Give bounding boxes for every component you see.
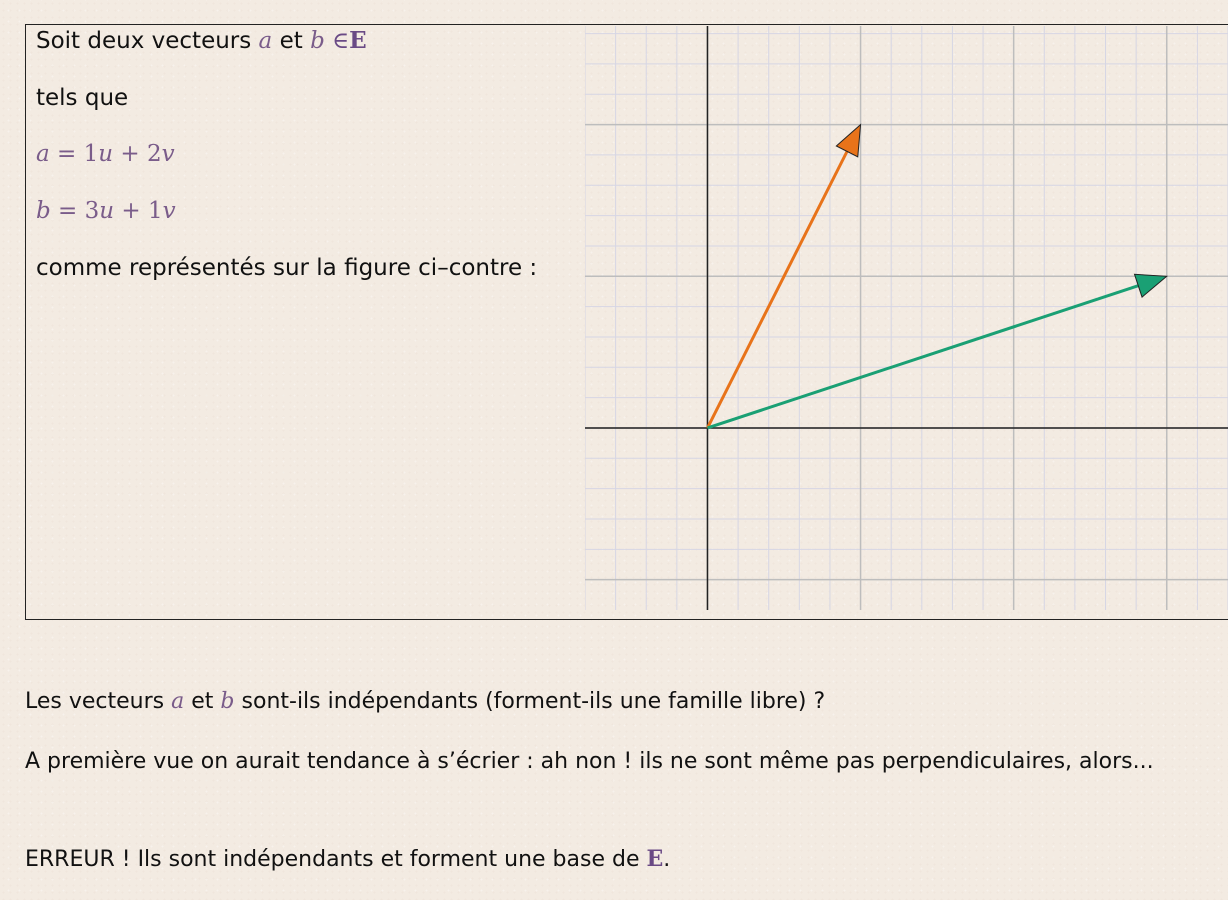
element-of-symbol: ∈ <box>332 28 350 54</box>
eq-b-v: v <box>162 198 176 224</box>
eq-a-coef-v: 2 <box>147 141 162 167</box>
vector-b-symbol: b <box>310 28 325 54</box>
conclusion-paragraph <box>25 844 1215 875</box>
intro-line-5: comme représentés sur la figure ci–contre : <box>36 255 538 281</box>
question-and: et <box>191 689 214 714</box>
question-paragraph <box>25 686 1215 717</box>
and-word: et <box>279 28 303 54</box>
vector-b-arrowhead <box>1135 274 1167 297</box>
eq-b-u: u <box>99 198 115 224</box>
eq-a-u: u <box>98 141 114 167</box>
space-e-symbol: E <box>349 27 367 54</box>
eq-a-v: v <box>161 141 175 167</box>
eq-a-lhs: a <box>36 141 50 167</box>
intro-line-1 <box>36 27 367 54</box>
axes <box>585 26 1228 610</box>
question-vector-a: a <box>171 689 185 714</box>
grid-major <box>585 26 1228 610</box>
vector-figure <box>585 26 1228 610</box>
grid-minor <box>585 26 1228 610</box>
conclusion-space-e: E <box>646 846 664 872</box>
eq-a-plus: + <box>113 141 147 167</box>
question-suffix: sont-ils indépendants (forment-ils une famille libre) ? <box>241 689 826 714</box>
eq-b-coef-v: 1 <box>148 198 163 224</box>
equation-a <box>36 141 175 167</box>
conclusion-period: . <box>663 847 671 872</box>
conclusion-prefix: ERREUR ! Ils sont indépendants et forment une base de <box>25 847 640 872</box>
question-vector-b: b <box>220 689 235 714</box>
intro-text-prefix: Soit deux vecteurs <box>36 28 252 54</box>
eq-a-coef-u: 1 <box>83 141 99 167</box>
first-impression-paragraph: A première vue on aurait tendance à s’écrier : ah non ! ils ne sont même pas perpendiculaires, alors... <box>25 749 1154 774</box>
vector-a-shaft <box>707 151 847 428</box>
equation-b <box>36 198 176 224</box>
vector-a-arrowhead <box>836 125 860 157</box>
eq-b-equals: = <box>50 198 85 224</box>
eq-a-equals: = <box>49 141 84 167</box>
eq-b-plus: + <box>114 198 149 224</box>
question-prefix: Les vecteurs <box>25 689 165 714</box>
eq-b-coef-u: 3 <box>84 198 100 224</box>
intro-line-2: tels que <box>36 85 129 111</box>
vector-a-symbol: a <box>258 28 273 54</box>
eq-b-lhs: b <box>36 198 51 224</box>
